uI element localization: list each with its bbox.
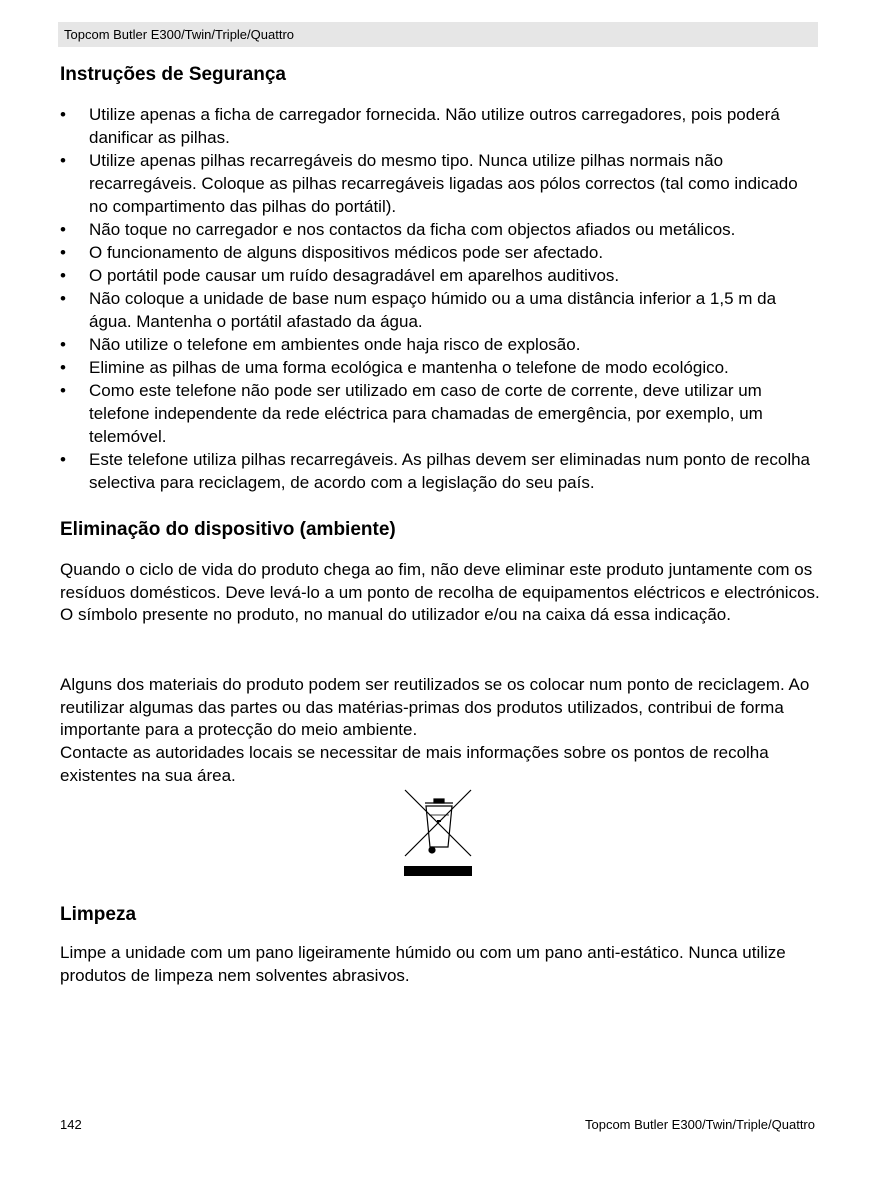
list-item: • Elimine as pilhas de uma forma ecológica e mantenha o telefone de modo ecológico.: [60, 356, 820, 379]
header-title: Topcom Butler E300/Twin/Triple/Quattro: [64, 27, 295, 42]
running-header: [58, 22, 818, 47]
cleaning-heading: Limpeza: [60, 904, 137, 925]
list-item: • O funcionamento de alguns dispositivos médicos pode ser afectado.: [60, 241, 820, 264]
list-item: • Este telefone utiliza pilhas recarregáveis. As pilhas devem ser eliminadas num ponto de recolha selectiva para reciclagem, de acordo com a legislação do seu país.: [60, 448, 820, 494]
safety-heading: Instruções de Segurança: [60, 64, 286, 85]
list-item: • Utilize apenas pilhas recarregáveis do mesmo tipo. Nunca utilize pilhas normais não recarregáveis. Coloque as pilhas recarregáveis ligadas aos pólos correctos (tal como indicado no compartimento das pilhas do portátil).: [60, 149, 820, 218]
list-item: • Não utilize o telefone em ambientes onde haja risco de explosão.: [60, 333, 820, 356]
footer-title: Topcom Butler E300/Twin/Triple/Quattro: [584, 1117, 815, 1132]
disposal-heading: Eliminação do dispositivo (ambiente): [60, 519, 396, 540]
cleaning-paragraph: Limpe a unidade com um pano ligeiramente húmido ou com um pano anti-estático. Nunca utilize produtos de limpeza nem solventes abrasivos.: [60, 943, 786, 985]
list-item: • Utilize apenas a ficha de carregador fornecida. Não utilize outros carregadores, pois poderá danificar as pilhas.: [60, 103, 820, 149]
crossed-out-wheelie-bin-icon: [403, 787, 473, 877]
disposal-paragraph-3: Contacte as autoridades locais se necessitar de mais informações sobre os pontos de recolha existentes na sua área.: [60, 743, 769, 785]
safety-list: [60, 103, 820, 494]
disposal-paragraph-1: Quando o ciclo de vida do produto chega ao fim, não deve eliminar este produto juntamente com os resíduos domésticos. Deve levá-lo a um ponto de recolha de equipamentos eléctricos e electrónicos. O símbolo presente no produto, no manual do utilizador e/ou na caixa dá essa indicação.: [60, 560, 820, 625]
list-item: • O portátil pode causar um ruído desagradável em aparelhos auditivos.: [60, 264, 820, 287]
list-item: • Como este telefone não pode ser utilizado em caso de corte de corrente, deve utilizar um telefone independente da rede eléctrica para chamadas de emergência, por exemplo, um telemóvel.: [60, 379, 820, 448]
disposal-paragraph-2: Alguns dos materiais do produto podem ser reutilizados se os colocar num ponto de reciclagem. Ao reutilizar algumas das partes ou das matérias-primas dos produtos utilizados, contribui de forma importante para a protecção do meio ambiente.: [60, 675, 810, 740]
page-number: 142: [60, 1117, 82, 1132]
list-item: • Não coloque a unidade de base num espaço húmido ou a uma distância inferior a 1,5 m da água. Mantenha o portátil afastado da água.: [60, 287, 820, 333]
list-item: • Não toque no carregador e nos contactos da ficha com objectos afiados ou metálicos.: [60, 218, 820, 241]
